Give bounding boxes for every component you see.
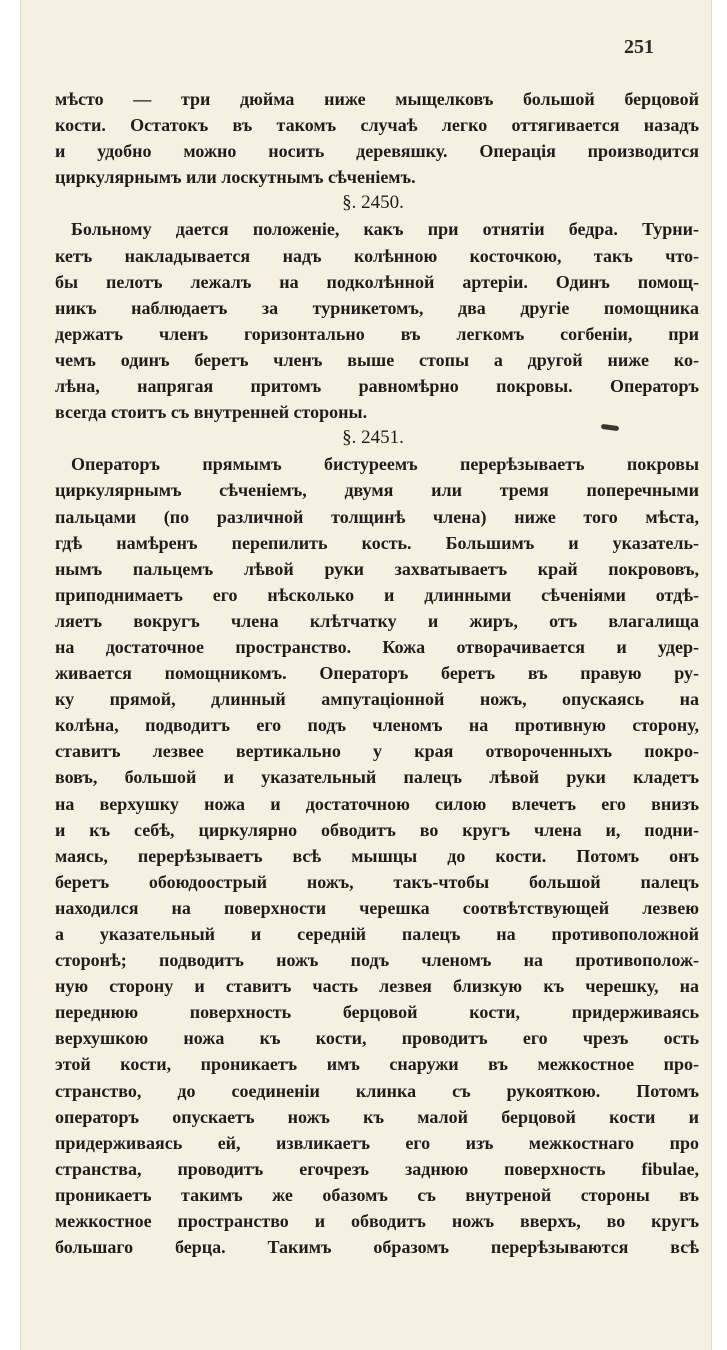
text-line: ную сторону и ставитъ часть лезвея близкую къ черешку, на [55,976,699,997]
text-line: проникаетъ такимъ же обазомъ съ внутреной стороны въ [55,1184,699,1205]
text-line: лѣна, напрягая притомъ равномѣрно покровы. Операторъ [55,376,699,397]
text-line: этой кости, проникаетъ имъ снаружи въ межкостное про- [55,1054,699,1075]
text-line: беретъ обоюдоострый ножъ, такъ-чтобы большой палецъ [55,871,699,892]
text-line: на верхушку ножа и достаточною силою влечетъ его внизъ [55,793,699,814]
text-line: большаго берца. Такимъ образомъ перерѣзываются всѣ [55,1237,699,1258]
text-line: колѣна, подводитъ его подъ членомъ на противную сторону, [55,715,699,736]
text-line: межкостное пространство и обводитъ ножъ вверхъ, во кругъ [55,1211,699,1232]
text-line: и удобно можно носить деревяшку. Операція производится [55,141,699,162]
text-line: циркулярнымъ сѣченіемъ, двумя или тремя поперечными [55,480,699,501]
text-line: и къ себѣ, циркулярно обводитъ во кругъ члена и, подни- [55,819,699,840]
text-line: вовъ, большой и указательный палецъ лѣвой руки кладетъ [55,767,699,788]
text-line: верхушкою ножа къ кости, проводитъ его чрезъ ость [55,1028,699,1049]
text-line: кости. Остатокъ въ такомъ случаѣ легко оттягивается назадъ [55,115,699,136]
text-line: мѣсто — три дюйма ниже мыщелковъ большой берцовой [55,89,699,109]
text-line: а указательный и середній палецъ на противоположной [55,924,699,944]
text-line: гдѣ намѣренъ перепилить кость. Большимъ и указатель- [55,532,699,553]
text-line: бы пелотъ лежалъ на подколѣнной артеріи. Одинъ помощ- [55,271,699,292]
text-line: ляетъ вокругъ члена клѣтчатку и жиръ, отъ влагалища [55,610,699,631]
text-line: нымъ пальцемъ лѣвой руки захватываетъ край покрововъ, [55,558,699,579]
text-line: всегда стоитъ съ внутренней стороны. [55,402,368,423]
text-line: на достаточное пространство. Кожа отворачивается и удер- [55,636,699,657]
text-line: Больному дается положеніе, какъ при отнятіи бедра. Турни- [71,219,699,240]
text-line: кетъ накладывается надъ колѣнною косточкою, такъ что- [55,245,699,266]
text-line: пальцами (по различной толщинѣ члена) ниже того мѣста, [55,506,699,527]
text-line: ку прямой, длинный ампутаціонной ножъ, опускаясь на [55,689,699,710]
text-line: Операторъ прямымъ бистуреемъ перерѣзываетъ покровы [71,454,699,475]
text-line: циркулярнымъ или лоскутнымъ сѣченіемъ. [55,167,416,188]
section-heading: §. 2450. [342,192,404,214]
text-line: приподнимаетъ его нѣсколько и длинными сѣченіями отдѣ- [55,584,699,605]
section-heading: §. 2451. [342,427,404,449]
page-number: 251 [624,36,654,58]
text-line: живается помощникомъ. Операторъ беретъ въ правую ру- [55,663,699,684]
text-line: находился на поверхности черешка соотвѣтствующей лезвею [55,897,699,918]
text-line: ставитъ лезвее вертикально у края отвороченныхъ покро- [55,741,699,762]
book-page [20,0,712,1350]
text-line: переднюю поверхность берцовой кости, придерживаясь [55,1002,699,1023]
text-line: сторонѣ; подводитъ ножъ подъ членомъ на противополож- [55,950,699,971]
text-line: операторъ опускаетъ ножъ къ малой берцовой кости и [55,1106,699,1127]
text-line: странства, проводитъ егочрезъ заднюю поверхность fibulae, [55,1158,699,1179]
text-line: никъ наблюдаетъ за турникетомъ, два другіе помощника [55,297,699,318]
text-line: чемъ одинъ беретъ членъ выше стопы а другой ниже ко- [55,349,699,370]
text-line: держатъ членъ горизонтально въ легкомъ согбеніи, при [55,323,699,344]
text-line: маясь, перерѣзываетъ всѣ мышцы до кости. Потомъ онъ [55,845,699,866]
text-line: придерживаясь ей, извликаетъ его изъ межкостнаго про [55,1132,699,1153]
text-line: странство, до соединеніи клинка съ рукояткою. Потомъ [55,1080,699,1101]
page-text [55,86,699,1260]
